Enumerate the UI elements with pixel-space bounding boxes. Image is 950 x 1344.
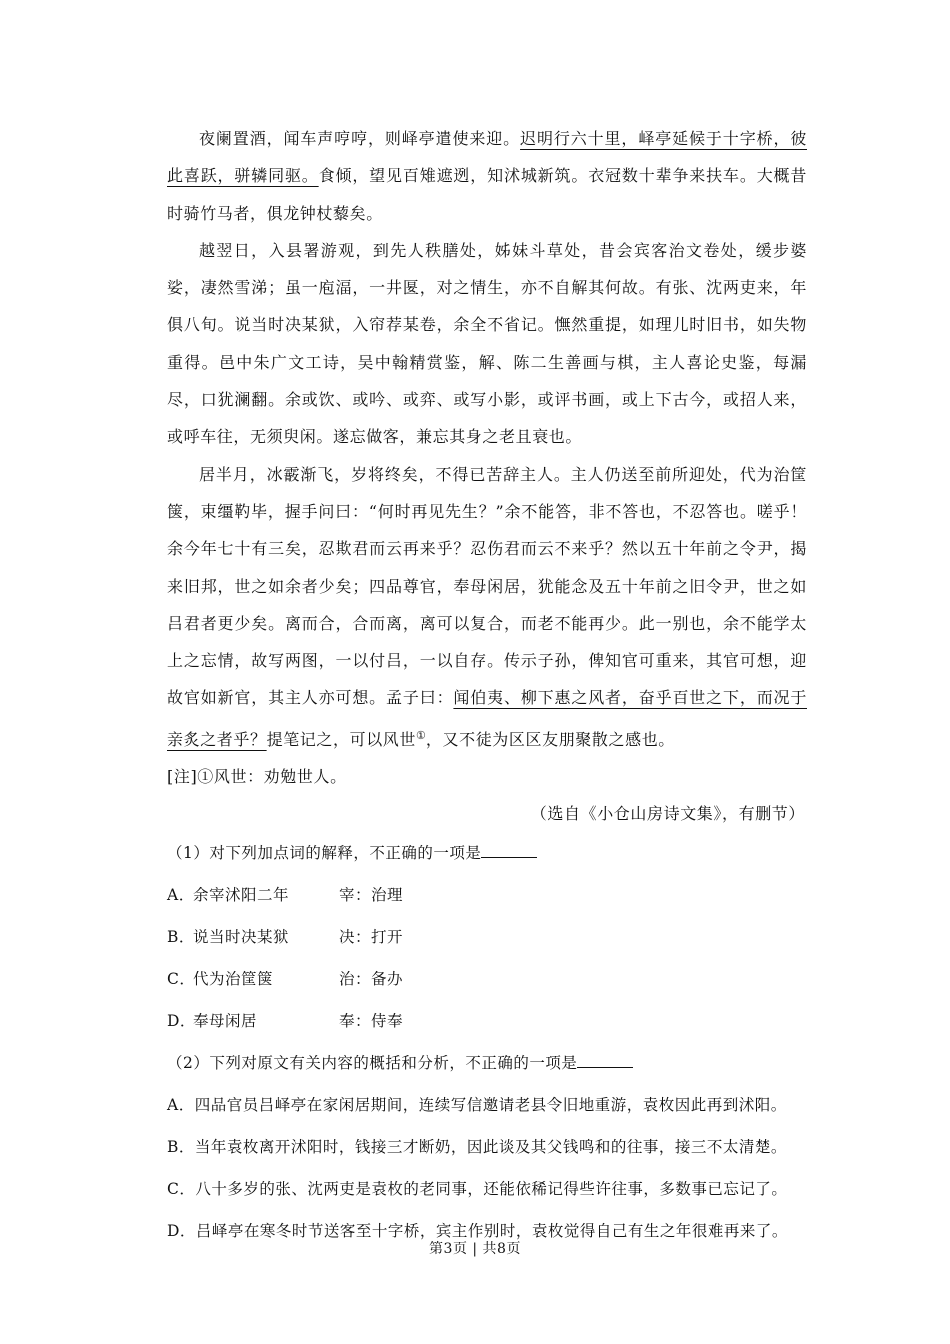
option-letter: D． <box>167 1012 196 1030</box>
question-1-option-d[interactable] <box>167 1000 812 1042</box>
option-phrase: 奉母闲居 <box>193 1012 258 1030</box>
question-1-option-a[interactable] <box>167 874 812 916</box>
passage <box>167 120 807 833</box>
paragraph-3-part-a: 居半月，冰霰渐飞，岁将终矣，不得已苦辞主人。主人仍送至前所迎处，代为治筐箧，束缰靮毕，握手问曰：“何时再见先生？”余不能答，非不答也，不忍答也。嗟乎！余今年七十有三矣，忍欺君而云再来乎？忍伤君而云不来乎？然以五十年前之令尹，揭来旧邦，世之如余者少矣；四品尊官，奉母闲居，犹能念及五十年前之旧令尹，世之如吕君者更少矣。离而合，合而离，离可以复合，而老不能再少。此一别也，余不能学太上之忘情，故写两图，一以付吕，一以自存。传示子孙，俾知官可重来，其官可想，迎故官如新官，其主人亦可想。孟子曰： <box>167 464 807 708</box>
question-2-stem-text: （2）下列对原文有关内容的概括和分析，不正确的一项是 <box>167 1054 578 1072</box>
question-1 <box>167 832 812 1252</box>
question-2-option-c[interactable]: C．八十多岁的张、沈两吏是袁枚的老同事，还能依稀记得些许往事，多数事已忘记了。 <box>167 1180 788 1198</box>
question-1-option-c[interactable] <box>167 958 812 1000</box>
paragraph-1-part-c: 食倾，望见百雉遮迾，知沭城新筑。衣冠数十辈争来扶车。大概昔时骑竹马者，俱龙钟杖藜矣。 <box>167 166 807 223</box>
option-phrase: 余宰沭阳二年 <box>193 886 290 904</box>
paragraph-1-underlined-sentence: 迟明行六十里，峄亭延候于十字桥，彼此喜跃，骈辚同驱。 <box>167 129 807 186</box>
question-1-stem <box>167 832 812 874</box>
question-2-option-b[interactable]: B．当年袁枚离开沭阳时，钱接三才断奶，因此谈及其父钱鸣和的往事，接三不太清楚。 <box>167 1138 787 1156</box>
option-gloss: 治：备办 <box>339 970 404 988</box>
paragraph-3 <box>167 456 807 758</box>
question-1-option-b[interactable] <box>167 916 812 958</box>
option-letter: C． <box>167 970 196 988</box>
answer-blank[interactable] <box>481 843 537 858</box>
option-gloss: 宰：治理 <box>339 886 404 904</box>
option-gloss: 奉：侍奉 <box>339 1012 404 1030</box>
paragraph-3-underlined-sentence: 闻伯夷、柳下惠之风者，奋乎百世之下，而况于亲炙之者乎？ <box>167 688 807 749</box>
question-2-stem <box>167 1042 812 1084</box>
option-phrase: 代为治筐箧 <box>193 970 274 988</box>
source-citation: （选自《小仓山房诗文集》，有删节） <box>530 804 805 824</box>
paragraph-2: 越翌日，入县署游观，到先人秩膳处，姊妹斗草处，昔会宾客治文卷处，缓步婆娑，凄然雪涕；虽一庖湢，一井匽，对之情生，亦不自解其何故。有张、沈两吏来，年俱八旬。说当时决某狱，入帘荐某卷，余全不省记。憮然重提，如理儿时旧书，如失物重得。邑中朱广文工诗，吴中翰精赏鉴，解、陈二生善画与棋，主人喜论史鉴，每漏尽，口犹澜翻。余或饮、或吟、或弈、或写小影，或评书画，或上下古今，或招人来，或呼车往，无须臾闲。遂忘做客，兼忘其身之老且衰也。 <box>167 240 807 447</box>
question-2-option-d[interactable]: D．吕峄亭在寒冬时节送客至十字桥，宾主作别时，袁枚觉得自己有生之年很难再来了。 <box>167 1222 788 1240</box>
option-letter: B． <box>167 928 195 946</box>
question-1-stem-text: （1）对下列加点词的解释，不正确的一项是 <box>167 844 482 862</box>
question-2-option-a[interactable]: A．四品官员吕峄亭在家闲居期间，连续写信邀请老县令旧地重游，袁枚因此再到沭阳。 <box>167 1096 787 1114</box>
footnote: [注]①风世：劝勉世人。 <box>167 767 347 787</box>
option-gloss: 决：打开 <box>339 928 404 946</box>
answer-blank[interactable] <box>577 1053 633 1068</box>
paragraph-1 <box>167 120 807 232</box>
option-phrase: 说当时决某狱 <box>193 928 290 946</box>
page-number-footer: 第3页 | 共8页 <box>429 1241 521 1257</box>
paragraph-1-part-a: 夜阑置酒，闻车声哼哼，则峄亭遣使来迎。 <box>199 129 521 148</box>
paragraph-3-part-c: 提笔记之，可以风世 <box>266 729 417 749</box>
paragraph-3-part-d: ，又不徒为区区友朋聚散之感也。 <box>425 729 675 749</box>
option-letter: A． <box>167 886 195 904</box>
footnote-marker: ① <box>416 728 426 742</box>
